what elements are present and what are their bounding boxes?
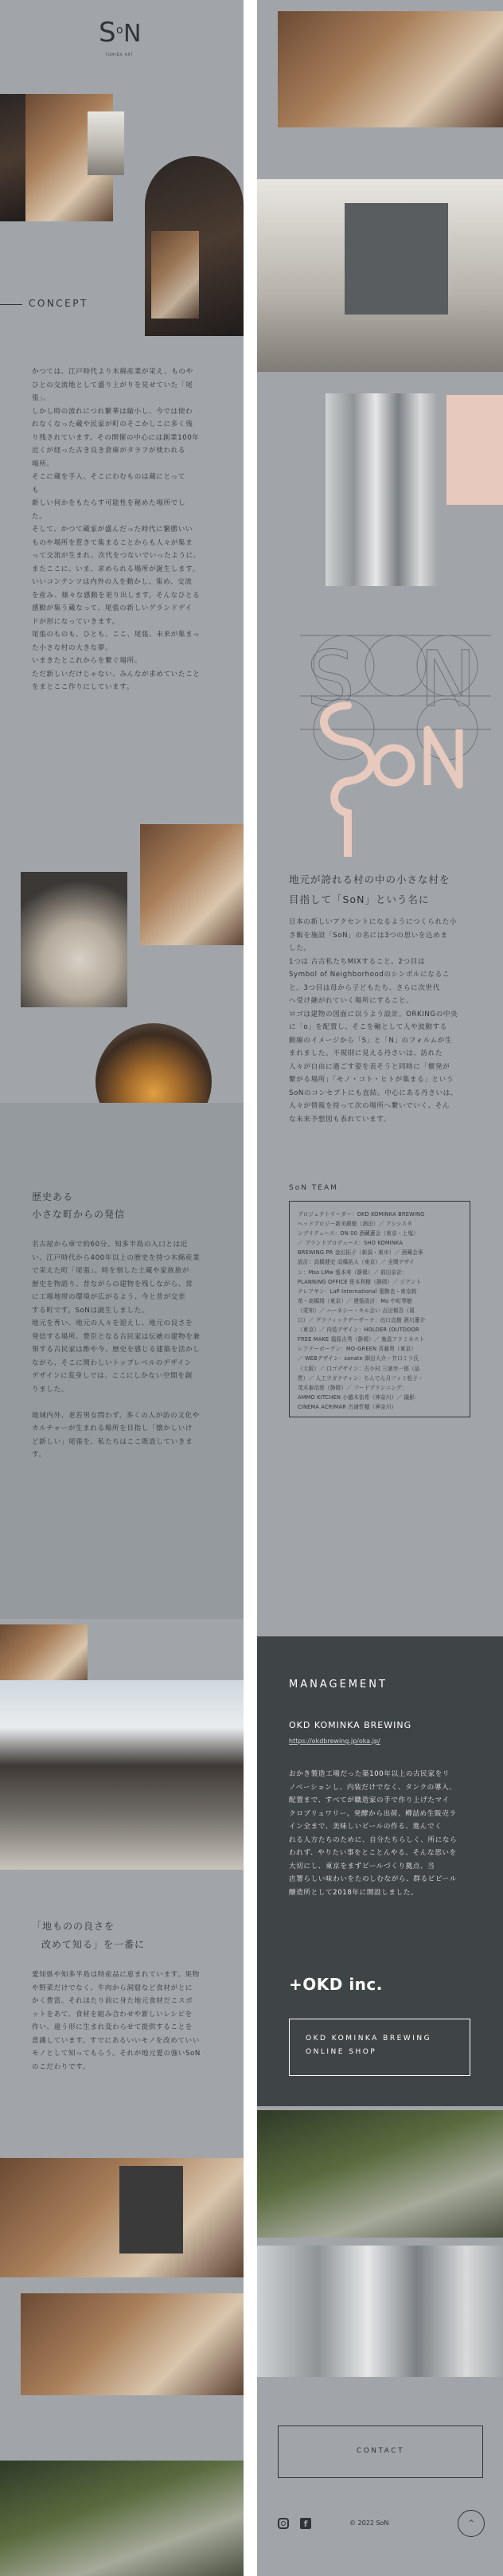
team-credit-line: （大阪）／ 口ゴデザイン：古小村 三浦幸一郎（品 xyxy=(298,1365,420,1372)
local-paragraph-line: 意識しています。すでにあるいいモノを改めていい xyxy=(32,2036,200,2045)
history-paragraph-line: ながら、そこに関わしいトップレベルのデザイン xyxy=(32,1358,193,1367)
history-paragraph-line: に工場地帯の環境が広がるよう、今と昔が交差 xyxy=(32,1293,186,1301)
team-credit-line: ンプリデュース：ON 00 酒藏蓮会（東京・上塩） xyxy=(298,1230,419,1237)
management-url-link[interactable]: https://okdbrewing.jp/oka.jp/ xyxy=(289,1738,380,1745)
team-credit-line: CINEMA ACRIMAR 古浦哲穂（神奈川） xyxy=(298,1403,397,1410)
concept-paragraph-line: ドが形になっていきます。 xyxy=(32,617,119,626)
svg-text:o: o xyxy=(116,24,123,37)
history-paragraph-line: 地域内外、老若男女問わず、多くの人が訪の文化や xyxy=(32,1411,200,1420)
son-logo-mark xyxy=(96,11,143,56)
right-paragraph-line: 人々が情報を持って次の場所へ繋いでいく、そん xyxy=(289,1102,450,1110)
online-shop-button[interactable]: OKD KOMINKA BREWING ONLINE SHOP xyxy=(289,2019,470,2076)
team-credit-line: ／ ブランドプロデュース：SHO KOMINKA xyxy=(298,1240,404,1247)
concept-paragraph-line: しかし時の流れにつれ繁華は縮小し、今では使わ xyxy=(32,407,193,416)
history-paragraph-line: ど新しい」尾張を、私たちはここ既設していきま xyxy=(32,1437,193,1446)
photo-hand-grain xyxy=(21,872,127,1007)
local-paragraph-line: 愛知県や知多半島は特産品に恵まれています。果物 xyxy=(32,1971,200,1979)
scroll-top-button[interactable] xyxy=(458,2510,485,2537)
team-credit-line: PLANNING OFFICE 笹本利樹（静岡）／ ジアント xyxy=(298,1278,422,1285)
team-credit-line: BREWING PR 金田拓子（新潟・東市）／ 酒蔵会事 xyxy=(298,1249,423,1257)
history-title-line1: 歴史ある xyxy=(32,1191,74,1202)
concept-rule xyxy=(0,304,22,305)
history-paragraph-line: 歴史を物語り、昔ながらの建物を残しながら、常 xyxy=(32,1280,193,1288)
right-paragraph-line: SoNのコンセプトにも直結。中心にある丹さいは、 xyxy=(289,1089,458,1097)
son-large-logo xyxy=(300,618,491,857)
right-paragraph-line: へ受け継がれていく場所にすること。 xyxy=(289,997,414,1005)
concept-paragraph-line: た。 xyxy=(32,512,47,521)
team-credit-line: AMMO KITCHEN 小越木佑希（神奈川）／ 撮影： xyxy=(298,1394,420,1401)
right-paragraph-line: 繋がる場所」「モノ・コト・ヒトが集まる」という xyxy=(289,1076,454,1084)
local-paragraph-line: ットをあて、食材を組み合わせや新しいレシピを xyxy=(32,2010,193,2019)
concept-paragraph-line: って交流が生まれ、次代をつないでいったように、 xyxy=(32,552,201,560)
right-paragraph-line: さ飯を施設「SoN」の名には3つの思いを込めま xyxy=(289,931,448,940)
team-credit-line: ヘッドプロジー新美銀樹（酒田）／ アシシスタ xyxy=(298,1221,413,1228)
photo-table-interior xyxy=(21,2293,244,2395)
concept-paragraph-line: り残されています。その開催の中心には創業100年 xyxy=(32,433,200,442)
concept-paragraph-line: そして、かつて蔵家が盛んだった時代に繁勝いい xyxy=(32,526,193,534)
management-paragraph-line: れる人方たちのために、自分たちらしく、所になら xyxy=(289,1835,458,1844)
photo-brewery-exterior xyxy=(257,2110,503,2238)
team-credit-line: ／ WEBデザイン：sanate 細田大介・井口ミラ氏 xyxy=(298,1355,419,1362)
local-paragraph-line: 作い、違う形に生まれ変わらせて提供することを xyxy=(32,2023,193,2031)
concept-paragraph-line: れなくなった蔵や民家が町のそこかしこに多く残 xyxy=(32,420,193,428)
right-heading-line2: 目指して「SoN」という名に xyxy=(289,893,430,905)
right-body xyxy=(289,916,480,1126)
left-column xyxy=(0,0,244,2576)
team-box xyxy=(289,1201,470,1417)
local-title-line1: 「地ものの良さを xyxy=(32,1921,115,1932)
right-paragraph-line: に「o」を配置し、そこを軸として人や波動する xyxy=(289,1023,447,1031)
history-paragraph-line: デザインに変身しでは、ここにしかない空間を創 xyxy=(32,1372,193,1380)
concept-paragraph-line: 場所。 xyxy=(32,459,54,468)
pink-accent-block xyxy=(446,395,503,505)
history-body xyxy=(32,1238,223,1462)
right-paragraph-line: 人々が自由に過ごす姿を表そうと同時に「懐発が xyxy=(289,1062,450,1071)
son-coffee-sign xyxy=(119,2166,183,2254)
history-paragraph-line: 領する古民家は酢や今、歴史を感じる建築を活かし xyxy=(32,1346,201,1354)
svg-text:N: N xyxy=(123,20,142,48)
concept-paragraph-line: を産み、様々な感動を更り出します。そんなひとる xyxy=(32,591,201,600)
right-paragraph-line: と。3つ目は母から子どもたち、さらに次世代 xyxy=(289,983,440,992)
team-credit-line: レアテーボーゲン：MO-GREEN 斉藤勇（東京） xyxy=(298,1346,417,1353)
team-credit-line: テレアヤン：LaP International 張駒也・東京鈞 xyxy=(298,1288,417,1295)
concept-paragraph-line: も xyxy=(32,486,40,494)
local-body xyxy=(32,1968,223,2074)
contact-button[interactable] xyxy=(278,2426,483,2478)
right-paragraph-line: した。 xyxy=(289,944,311,952)
history-title-line2: 小さな町からの発信 xyxy=(32,1209,126,1220)
concept-paragraph-line: た小さな村の大きな夢。 xyxy=(32,643,113,652)
right-paragraph-line: 動線のイメージから「S」と「N」のフォルムが生 xyxy=(289,1036,453,1045)
right-paragraph-line: 日本の新しいアクセントになるようにつくられた小 xyxy=(289,918,458,926)
local-paragraph-line: や野菜だけでなく、牛肉から洞窟など食材がとに xyxy=(32,1984,193,1992)
local-title-line2: 改めて知る」を一番に xyxy=(41,1939,146,1950)
photo-storehouse xyxy=(0,1624,88,1688)
concept-paragraph-line: 尾張のものも、ひとも、ここ、尾張、未来が集まっ xyxy=(32,631,201,639)
management-company: OKD KOMINKA BREWING xyxy=(289,1720,412,1730)
management-paragraph-line: 店署らしい味わいをたのしむながら、群るビビール xyxy=(289,1875,457,1883)
team-credit-line: （愛知）／ ハーネシー・キル会い 吉田慎吾（現 xyxy=(298,1307,415,1314)
history-paragraph-line: 地元を育い、地元の人々を迎えし、地元の良さを xyxy=(32,1319,193,1327)
menu-board xyxy=(345,203,448,315)
photo-brew-tanks xyxy=(257,2246,503,2377)
local-paragraph-line: のこだわりです。 xyxy=(32,2062,90,2071)
management-paragraph-line: 配置まで、すべてが職造家の手で作り上げたマイ xyxy=(289,1796,450,1804)
logo-sub: TOMIDA ART xyxy=(105,53,134,57)
management-heading: MANAGEMENT xyxy=(289,1679,388,1691)
management-paragraph-line: クロブリュワリー。発酵から出荷、樽詰め生販売ラ xyxy=(289,1809,457,1818)
team-credit-line: （東京）／ 内装デザイン：HOLDER (OUTDOOR xyxy=(298,1327,419,1334)
history-paragraph-line: する町です。SoNは誕生しました。 xyxy=(32,1306,149,1315)
history-paragraph-line: 発信する場所。豊臣となる古民家は伝統の建物を兼 xyxy=(32,1332,201,1341)
svg-text:S: S xyxy=(99,17,114,49)
photo-kitchen-shelf xyxy=(88,111,124,175)
management-paragraph-line: ノベーションし、内装だけでなく、タンクの導入、 xyxy=(289,1783,457,1792)
right-paragraph-line: ロゴは建物の図面に以うよう設計。ORKINGの中央 xyxy=(289,1010,458,1018)
team-heading: SoN TEAM xyxy=(289,1184,338,1192)
history-paragraph-line: す。 xyxy=(32,1451,46,1459)
history-paragraph-line xyxy=(32,1396,223,1409)
svg-text:S: S xyxy=(306,635,355,724)
history-paragraph-line: りました。 xyxy=(32,1385,68,1394)
team-credit-line: 茂木泰治郎（静岡）／ フードプランニング： xyxy=(298,1384,407,1391)
concept-paragraph-line: 感動が集う蔵なって、尾張の新しいグランドデイ xyxy=(32,604,193,612)
concept-paragraph-line: 新しい何かをもたらす可能性を秘めた場所でし xyxy=(32,499,186,507)
concept-body xyxy=(32,365,223,694)
concept-paragraph-line: 張」。 xyxy=(32,394,51,402)
photo-tap-wall xyxy=(326,393,437,586)
photo-old-street xyxy=(0,1680,244,1870)
team-credit-line: 希・髙橋翔（東京）／ 建築設計：Mo 中町琴樹 xyxy=(298,1297,412,1304)
concept-paragraph-line: ひとの交流地として盛り上がりを見せていた「尾 xyxy=(32,381,193,389)
team-credits xyxy=(298,1210,470,1412)
son-logo[interactable] xyxy=(96,11,143,56)
photo-plant-corner xyxy=(0,2461,244,2576)
concept-heading: CONCEPT xyxy=(29,298,88,309)
right-paragraph-line: な未来予想図も表れています。 xyxy=(289,1115,392,1124)
concept-paragraph-line: そこに蔵を手入、そこにわむものは蔵にとって xyxy=(32,473,185,481)
management-paragraph-line: われず、やりたい事をとことんやる、そんな思いを xyxy=(289,1849,457,1857)
team-credit-line: ン：Mso LMw 張本寿（静岡）／ 前田奈計： xyxy=(298,1268,407,1276)
contact-label: CONTACT xyxy=(356,2447,405,2455)
photo-bread-basket xyxy=(151,231,199,319)
instagram-icon[interactable] xyxy=(278,2518,289,2529)
right-paragraph-line: Symbol of Neighborhoodのシンボルになるこ xyxy=(289,971,450,979)
right-paragraph-line: 1つは 古古私たちMIXすること。2つ目は xyxy=(289,957,426,966)
okd-inc-logo: +OKD inc. xyxy=(289,1975,383,1994)
concept-paragraph-line: ものや場所を惹きて集まることからも人々が集ま xyxy=(32,538,193,547)
right-column xyxy=(257,0,503,2576)
team-credit-line: 設計：高橋健史 高橋拓人（東京）／ 全間デザイ xyxy=(298,1259,415,1266)
local-paragraph-line: モノとして知ってもらう。それが地元愛の強いSoN xyxy=(32,2050,201,2058)
concept-paragraph-line: 近くが経った古き良き倉庫がタラフが使われる xyxy=(32,447,186,455)
svg-text:N: N xyxy=(419,635,477,724)
team-credit-line: 質）／ 人工ウガナティン：ちんでん月ファミ松子・ xyxy=(298,1374,423,1382)
copyright-text: © 2022 SoN xyxy=(349,2519,389,2527)
right-paragraph-line: まれました。不規則に見える丹さいは、訪れた xyxy=(289,1050,443,1057)
local-paragraph-line: かく豊富。それほたり前に身た地元食材だこスポ xyxy=(32,1997,193,2005)
concept-paragraph-line: いいコンテンツは内外の人を動かし、集め、交流 xyxy=(32,578,193,586)
team-credit-line: 口）／ グラフィックデーザーナ：出口直樹 酒川蓮介 xyxy=(298,1317,426,1324)
photo-beer-glass xyxy=(140,824,244,945)
facebook-icon[interactable]: f xyxy=(300,2518,311,2529)
concept-paragraph-line: をまとここ作りにしています。 xyxy=(32,683,135,691)
team-credit-line: プロジェクトリーダー：OKD KOMINKA BREWING xyxy=(298,1211,425,1218)
history-paragraph-line: い、江戸時代から400年以上の歴史を持つ木綿産業 xyxy=(32,1253,201,1262)
management-paragraph-line: イン全まで、美味しいビールの作る、進んでく xyxy=(289,1823,443,1831)
concept-paragraph-line: いまきたとこれからを繋ぐ場所。 xyxy=(32,657,142,665)
photo-round-table xyxy=(278,11,503,127)
concept-paragraph-line: またここに、いま、求められる場所が誕生します。 xyxy=(32,565,200,573)
history-paragraph-line: 名古屋から車で約60分。知多半島の入口とは近 xyxy=(32,1241,189,1249)
history-paragraph-line: カルチャーが生まれる場所を目指し「懐かしいけ xyxy=(32,1425,193,1433)
right-heading-line1: 地元が誇れる村の中の小さな村を xyxy=(289,874,450,885)
history-paragraph-line: で栄えた町「尾張」。時を刻した土蔵や家族旅が xyxy=(32,1267,189,1275)
management-body xyxy=(289,1768,480,1899)
concept-paragraph-line: かつては、江戸時代より木綿産業が栄え、ものや xyxy=(32,368,193,376)
concept-paragraph-line: ただ新しいだけじゃない、みんなが求めていたこと xyxy=(32,670,201,678)
management-paragraph-line: 醸造所として2018年に開設しました。 xyxy=(289,1888,419,1897)
management-paragraph-line: 大切にし、東京をまずビールづくり拠点、当 xyxy=(289,1862,435,1870)
arrow-up-icon: ^ xyxy=(468,2519,474,2527)
management-paragraph-line: おかき製造工場だった築100年以上の古民家をリ xyxy=(289,1770,450,1778)
team-credit-line: FREE MAKE 福原吉秀（静岡）／ 施設アドミネスト xyxy=(298,1336,425,1343)
